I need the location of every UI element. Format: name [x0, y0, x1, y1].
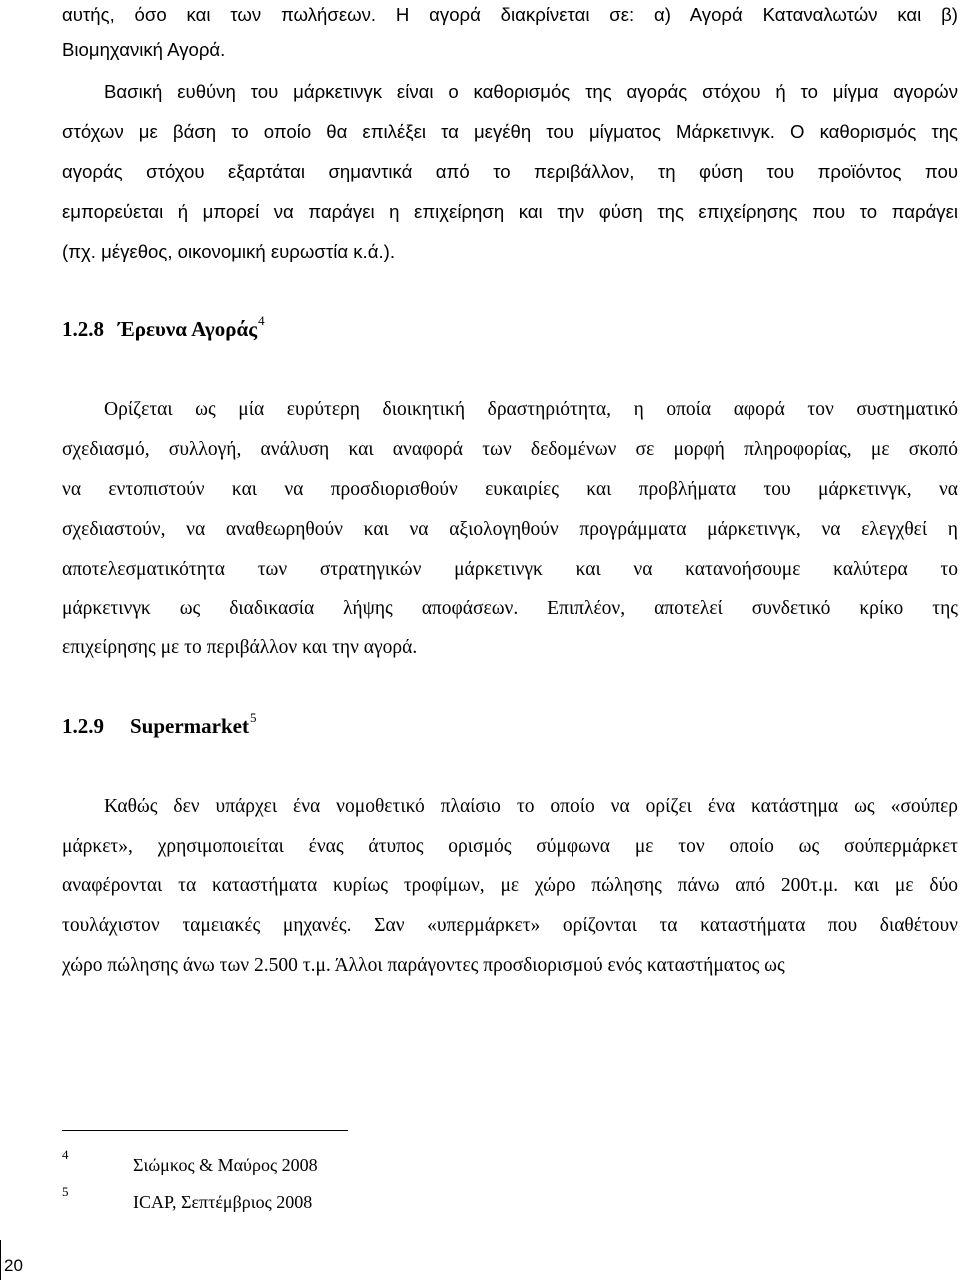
footnote-number: 5 — [62, 1184, 69, 1199]
section-1-2-8-line-2: σχεδιασμό, συλλογή, ανάλυση και αναφορά των δεδομένων σε μορφή πληροφορίας, με σκοπό — [62, 439, 958, 460]
paragraph-2-line-2: στόχων με βάση το οποίο θα επιλέξει τα μεγέθη του μίγματος Μάρκετινγκ. Ο καθορισμός της — [62, 121, 958, 142]
section-title: Έρευνα Αγοράς — [118, 317, 258, 341]
section-1-2-9-line-3: αναφέρονται τα καταστήματα κυρίως τροφίμων, με χώρο πώλησης πάνω από 200τ.μ. και με δύο — [62, 875, 958, 896]
paragraph-1-line-2: Βιομηχανική Αγορά. — [62, 39, 226, 60]
section-heading-1-2-8 — [62, 313, 265, 342]
section-1-2-9-line-4: τουλάχιστον ταμειακές μηχανές. Σαν «υπερμάρκετ» ορίζονται τα καταστήματα που διαθέτουν — [62, 915, 958, 936]
section-1-2-8-line-4: σχεδιαστούν, να αναθεωρηθούν και να αξιολογηθούν προγράμματα μάρκετινγκ, να ελεγχθεί η — [62, 519, 958, 540]
section-1-2-8-line-1: Ορίζεται ως μία ευρύτερη διοικητική δραστηριότητα, η οποία αφορά τον συστηματικό — [104, 399, 958, 420]
section-heading-1-2-9 — [62, 710, 257, 739]
section-1-2-8-line-7: επιχείρησης με το περιβάλλον και την αγορά. — [62, 637, 418, 658]
paragraph-2-line-5: (πχ. μέγεθος, οικονομική ευρωστία κ.ά.). — [62, 241, 395, 262]
paragraph-2-line-4: εμπορεύεται ή μπορεί να παράγει η επιχείρηση και την φύση της επιχείρησης που το παράγει — [62, 201, 958, 222]
page-edge-rule — [0, 1240, 1, 1280]
paragraph-2-line-1: Βασική ευθύνη του μάρκετινγκ είναι ο καθορισμός της αγοράς στόχου ή το μίγμα αγορών — [104, 81, 958, 102]
footnote-text: Σιώμκος & Μαύρος 2008 — [133, 1155, 318, 1175]
section-1-2-8-line-5: αποτελεσματικότητα των στρατηγικών μάρκετινγκ και να κατανοήσουμε καλύτερα το — [62, 559, 958, 580]
footnote-reference: 4 — [258, 313, 265, 328]
paragraph-2-line-3: αγοράς στόχου εξαρτάται σημαντικά από το περιβάλλον, τη φύση του προϊόντος που — [62, 161, 958, 182]
section-1-2-9-line-5: χώρο πώλησης άνω των 2.500 τ.μ. Άλλοι παράγοντες προσδιορισμού ενός καταστήματος ως — [62, 955, 785, 976]
section-title: Supermarket — [130, 714, 249, 738]
paragraph-1-line-1: αυτής, όσο και των πωλήσεων. Η αγορά διακρίνεται σε: α) Αγορά Καταναλωτών και β) — [62, 4, 958, 25]
section-number: 1.2.8 — [62, 317, 104, 341]
section-number: 1.2.9 — [62, 714, 104, 738]
section-1-2-8-line-3: να εντοπιστούν και να προσδιορισθούν ευκαιρίες και προβλήματα του μάρκετινγκ, να — [62, 479, 958, 500]
footnote-reference: 5 — [250, 710, 257, 725]
page-number: 20 — [4, 1256, 23, 1275]
section-1-2-9-line-2: μάρκετ», χρησιμοποιείται ένας άτυπος ορισμός σύμφωνα με τον οποίο ως σούπερμάρκετ — [62, 836, 958, 857]
section-1-2-8-line-6: μάρκετινγκ ως διαδικασία λήψης αποφάσεων. Επιπλέον, αποτελεί συνδετικό κρίκο της — [62, 598, 958, 619]
section-1-2-9-line-1: Καθώς δεν υπάρχει ένα νομοθετικό πλαίσιο το οποίο να ορίζει ένα κατάστημα ως «σούπερ — [104, 796, 958, 817]
footnote-text: ICAP, Σεπτέμβριος 2008 — [133, 1192, 313, 1212]
footnote-separator — [62, 1130, 348, 1131]
footnote-number: 4 — [62, 1147, 69, 1162]
